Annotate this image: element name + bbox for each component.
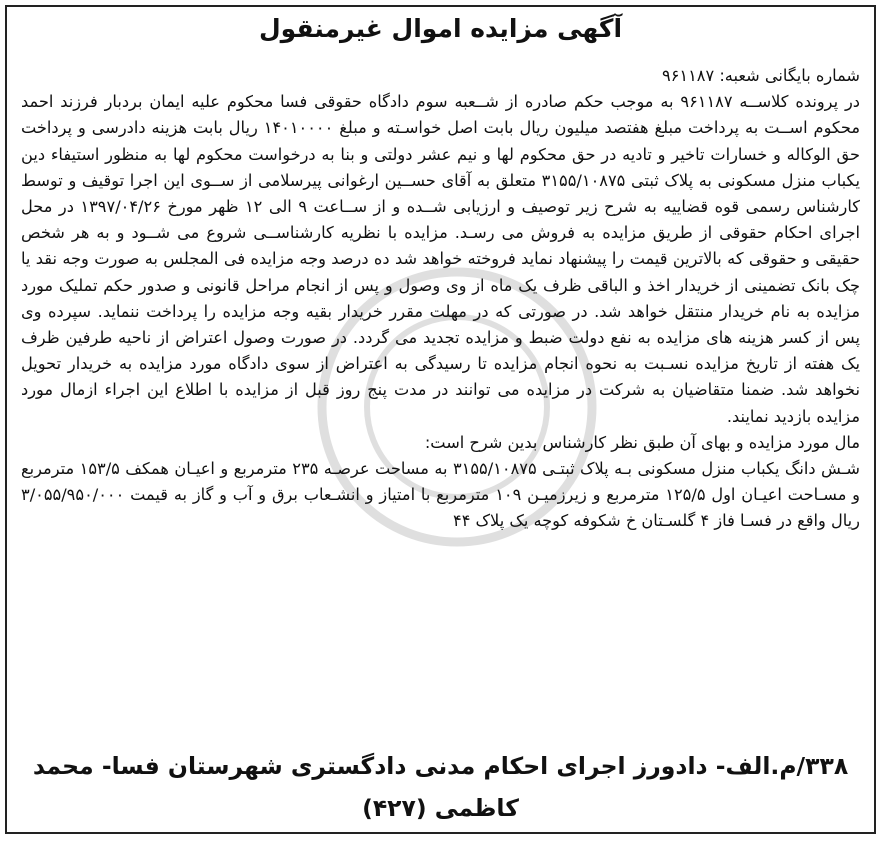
notice-title: آگهی مزایده اموال غیرمنقول (258, 14, 623, 43)
notice-signature: ۳۳۸/م.الف- دادورز اجرای احکام مدنی دادگستری شهرستان فسا- محمد کاظمی (۴۲۷) (32, 752, 849, 822)
notice-body (21, 63, 860, 535)
archive-number: شماره بایگانی شعبه: ۹۶۱۱۸۷ (662, 66, 860, 85)
notice-paragraph: در پرونده کلاســه ۹۶۱۱۸۷ به موجب حکم صادره از شــعبه سوم دادگاه حقوقی فسا محکوم علیه ایمان بردبار فرزند احمد محکوم اســت به پرداخت مبلغ هفتصد میلیون ریال بابت اصل خواسـته و مبلغ ۱۴۰۱۰۰۰۰ ریال بابت هزینه دادرسی و پرداخت حق الوکاله و خسارات تاخیر و تادیه در حق محکوم لها و نیم عشر دولتی و بنا به درخواست محکوم لها به منظور استیفاء دین یکباب منزل مسکونی به پلاک ثبتی ۳۱۵۵/۱۰۸۷۵ متعلق به آقای حســین ارغوانی پیرسلامی از ســوی این اجرا توقیف و توسط کارشناس رسمی قوه قضاییه به شرح زیر توصیف و ارزیابی شــده و از ســاعت ۹ الی ۱۲ ظهر مورخ ۱۳۹۷/۰۴/۲۶ در محل اجرای احکام حقوقی از طریق مزایده به فروش می رسـد. مزایده با نظریه کارشناســی شروع می شــود و به هر شخص حقیقی و حقوقی که بالاترین قیمت را پیشنهاد نماید فروخته خواهد شد ده درصد وجه مزایده فی المجلس به صورت وجه نقد یا چک بانک تضمینی از خریدار اخذ و الباقی ظرف یک ماه از وی وصول و پس از انجام مراحل قانونی و صدور حکم تملیک مورد مزایده به نام خریدار منتقل خواهد شد. در صورتی که در مهلت مقرر خریدار بقیه وجه مزایده را پرداخت ننماید. سپرده وی پس از کسر هزینه های مزایده به نفع دولت ضبط و مزایده تجدید می گردد. در صورت وصول اعتراض از ناحیه طرفین ظرف یک هفته از تاریخ مزایده نسـبت به نحوه انجام مزایده تا رسیدگی به اعتراض از سوی دادگاه مورد مزایده به خریدار تحویل نخواهد شد. ضمنا متقاضیان به شرکت در مزایده می توانند در مدت پنج روز قبل از مزایده با اطلاع این اجراء ازمال مورد مزایده بازدید نمایند. (21, 92, 861, 426)
notice-frame (5, 5, 876, 834)
property-description: شـش دانگ یکباب منزل مسکونی بـه پلاک ثبتـی ۳۱۵۵/۱۰۸۷۵ به مساحت عرصـه ۲۳۵ مترمربع و اعیـان همکف ۱۵۳/۵ مترمربع و مسـاحت اعیـان اول ۱۲۵/۵ مترمربع و زیرزمیـن ۱۰۹ مترمربع با امتیاز و انشـعاب برق و آب و گاز به قیمت ۳/۰۵۵/۹۵۰/۰۰۰ ریال واقع در فسـا فاز ۴ گلسـتان خ شکوفه کوچه یک پلاک ۴۴ (21, 459, 860, 531)
property-intro: مال مورد مزایده و بهای آن طبق نظر کارشناس بدین شرح است: (424, 432, 860, 452)
